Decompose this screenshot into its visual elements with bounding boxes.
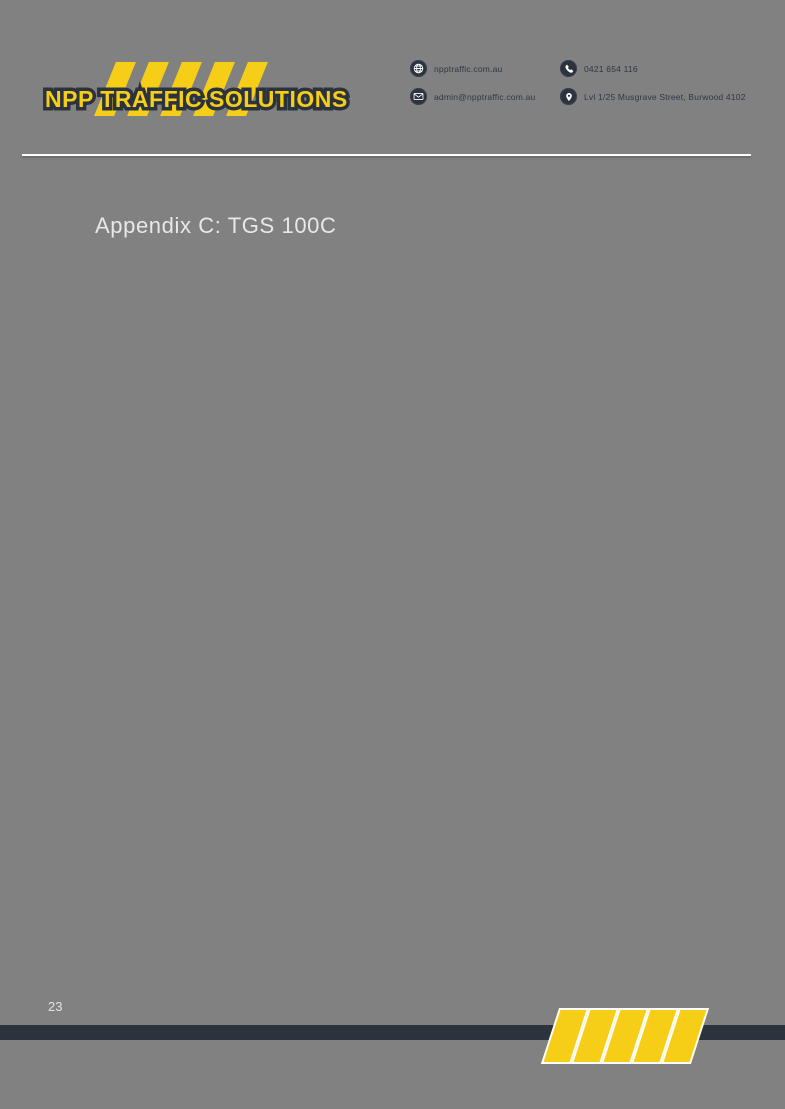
address-text: Lvl 1/25 Musgrave Street, Burwood 4102 [584,91,746,102]
contact-email [410,88,535,105]
company-logo [45,56,348,122]
globe-icon [410,60,427,77]
header-divider [22,154,751,156]
logo-wordmark: NPP TRAFFIC SOLUTIONS [45,86,348,112]
contact-address [560,88,746,105]
envelope-icon [410,88,427,105]
contact-details [410,60,770,114]
page-number: 23 [48,999,63,1014]
phone-text: 0421 654 116 [584,63,638,74]
page-title: Appendix C: TGS 100C [95,213,337,238]
phone-icon [560,60,577,77]
footer-diagonal-stripes [550,1008,700,1064]
email-text: admin@npptraffic.com.au [434,91,536,102]
website-text: npptraffic.com.au [434,63,503,74]
contact-website [410,60,502,77]
location-pin-icon [560,88,577,105]
contact-phone [560,60,638,77]
